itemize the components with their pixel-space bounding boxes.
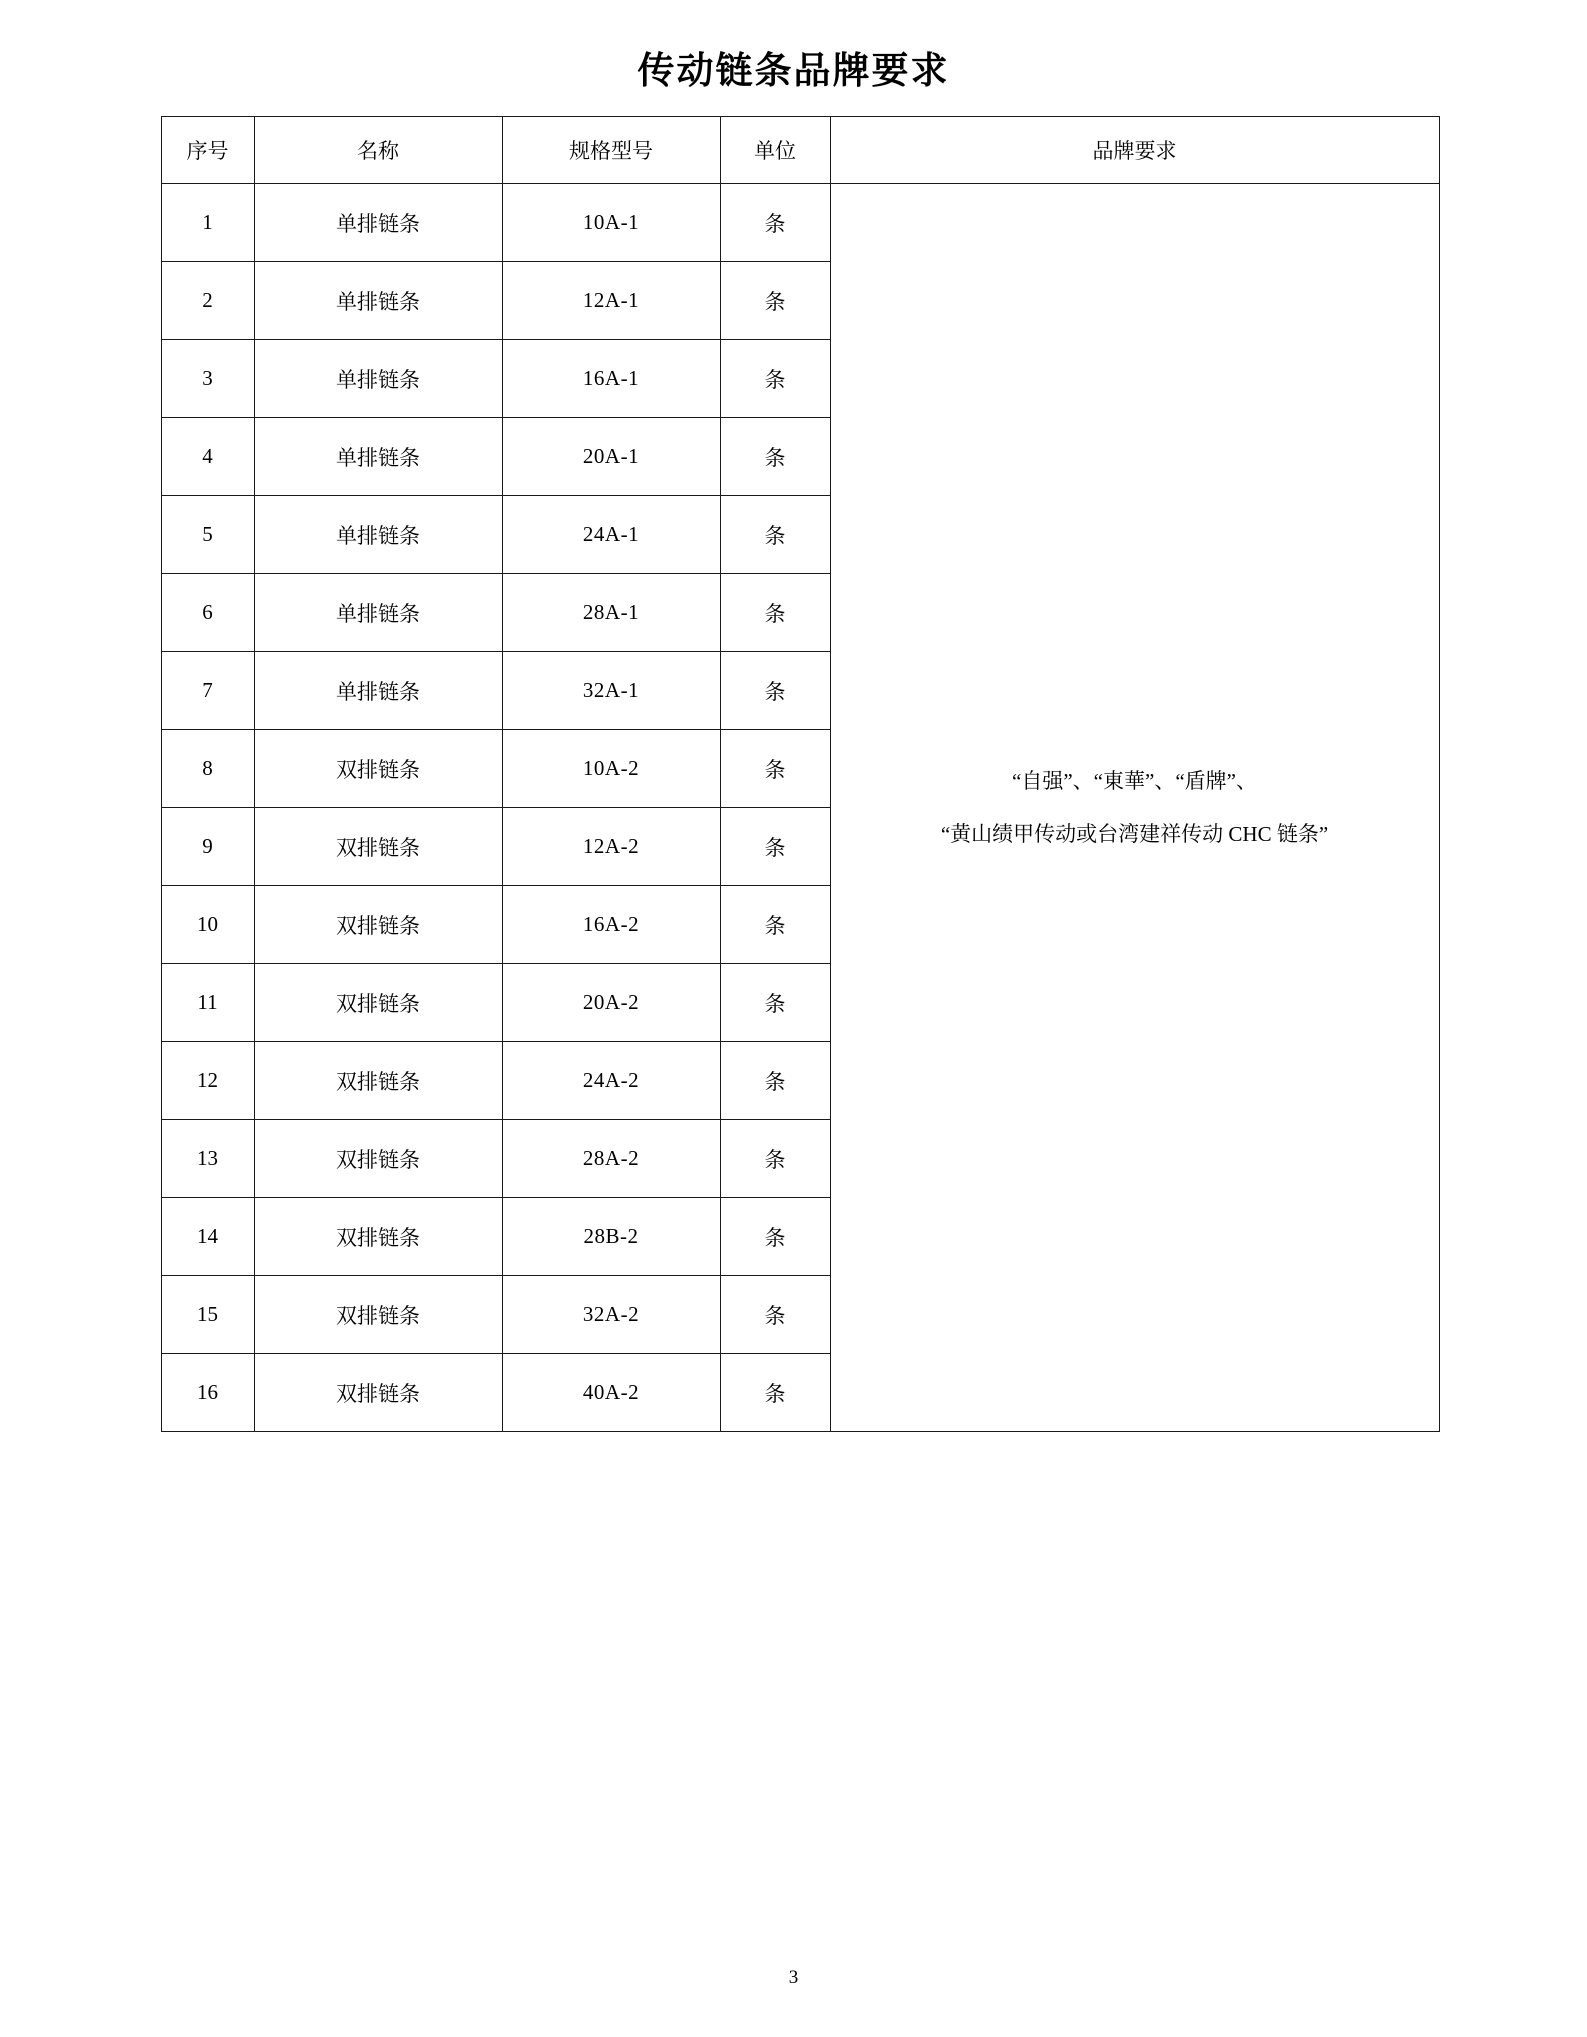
cell-name: 单排链条	[254, 184, 502, 262]
cell-spec: 32A-2	[502, 1276, 720, 1354]
cell-spec: 24A-2	[502, 1042, 720, 1120]
cell-no: 13	[161, 1120, 254, 1198]
cell-unit: 条	[720, 1042, 830, 1120]
cell-spec: 28A-1	[502, 574, 720, 652]
cell-spec: 24A-1	[502, 496, 720, 574]
cell-no: 16	[161, 1354, 254, 1432]
cell-spec: 20A-2	[502, 964, 720, 1042]
cell-spec: 12A-2	[502, 808, 720, 886]
cell-unit: 条	[720, 418, 830, 496]
cell-no: 15	[161, 1276, 254, 1354]
cell-spec: 32A-1	[502, 652, 720, 730]
cell-name: 双排链条	[254, 1198, 502, 1276]
cell-name: 单排链条	[254, 574, 502, 652]
cell-spec: 10A-1	[502, 184, 720, 262]
cell-no: 4	[161, 418, 254, 496]
cell-spec: 16A-1	[502, 340, 720, 418]
brand-requirement-table	[161, 116, 1440, 1432]
cell-no: 12	[161, 1042, 254, 1120]
cell-unit: 条	[720, 340, 830, 418]
column-header-name: 名称	[254, 117, 502, 184]
page-title: 传动链条品牌要求	[637, 48, 950, 92]
cell-no: 9	[161, 808, 254, 886]
cell-name: 双排链条	[254, 886, 502, 964]
cell-no: 6	[161, 574, 254, 652]
cell-name: 单排链条	[254, 262, 502, 340]
column-header-unit: 单位	[720, 117, 830, 184]
cell-no: 1	[161, 184, 254, 262]
cell-unit: 条	[720, 1354, 830, 1432]
cell-spec: 12A-1	[502, 262, 720, 340]
cell-spec: 20A-1	[502, 418, 720, 496]
cell-unit: 条	[720, 730, 830, 808]
brand-requirement-line-2: “黄山绩甲传动或台湾建祥传动 CHC 链条”	[940, 821, 1329, 846]
cell-brand-requirement	[830, 184, 1439, 1432]
cell-unit: 条	[720, 262, 830, 340]
column-header-spec: 规格型号	[502, 117, 720, 184]
cell-unit: 条	[720, 496, 830, 574]
cell-spec: 40A-2	[502, 1354, 720, 1432]
cell-spec: 16A-2	[502, 886, 720, 964]
table-container	[149, 116, 1439, 1432]
cell-name: 双排链条	[254, 1042, 502, 1120]
cell-name: 单排链条	[254, 418, 502, 496]
cell-no: 11	[161, 964, 254, 1042]
page-number: 3	[788, 1967, 799, 1988]
cell-name: 单排链条	[254, 340, 502, 418]
cell-name: 双排链条	[254, 1354, 502, 1432]
brand-requirement-line-1: “自强”、“東華”、“盾牌”、	[1012, 769, 1257, 793]
cell-name: 双排链条	[254, 808, 502, 886]
table-header	[161, 117, 1439, 184]
cell-unit: 条	[720, 574, 830, 652]
cell-unit: 条	[720, 1120, 830, 1198]
column-header-no: 序号	[161, 117, 254, 184]
cell-unit: 条	[720, 1198, 830, 1276]
cell-no: 10	[161, 886, 254, 964]
table-row	[161, 184, 1439, 262]
table-header-row	[161, 117, 1439, 184]
cell-no: 8	[161, 730, 254, 808]
column-header-brand: 品牌要求	[830, 117, 1439, 184]
cell-spec: 10A-2	[502, 730, 720, 808]
cell-no: 3	[161, 340, 254, 418]
cell-unit: 条	[720, 652, 830, 730]
cell-unit: 条	[720, 1276, 830, 1354]
cell-name: 双排链条	[254, 964, 502, 1042]
cell-unit: 条	[720, 964, 830, 1042]
cell-name: 双排链条	[254, 1120, 502, 1198]
cell-unit: 条	[720, 808, 830, 886]
cell-no: 2	[161, 262, 254, 340]
cell-no: 7	[161, 652, 254, 730]
cell-spec: 28A-2	[502, 1120, 720, 1198]
cell-name: 双排链条	[254, 1276, 502, 1354]
cell-name: 单排链条	[254, 496, 502, 574]
cell-no: 14	[161, 1198, 254, 1276]
cell-unit: 条	[720, 886, 830, 964]
cell-name: 双排链条	[254, 730, 502, 808]
cell-name: 单排链条	[254, 652, 502, 730]
cell-no: 5	[161, 496, 254, 574]
table-body	[161, 184, 1439, 1432]
cell-unit: 条	[720, 184, 830, 262]
cell-spec: 28B-2	[502, 1198, 720, 1276]
